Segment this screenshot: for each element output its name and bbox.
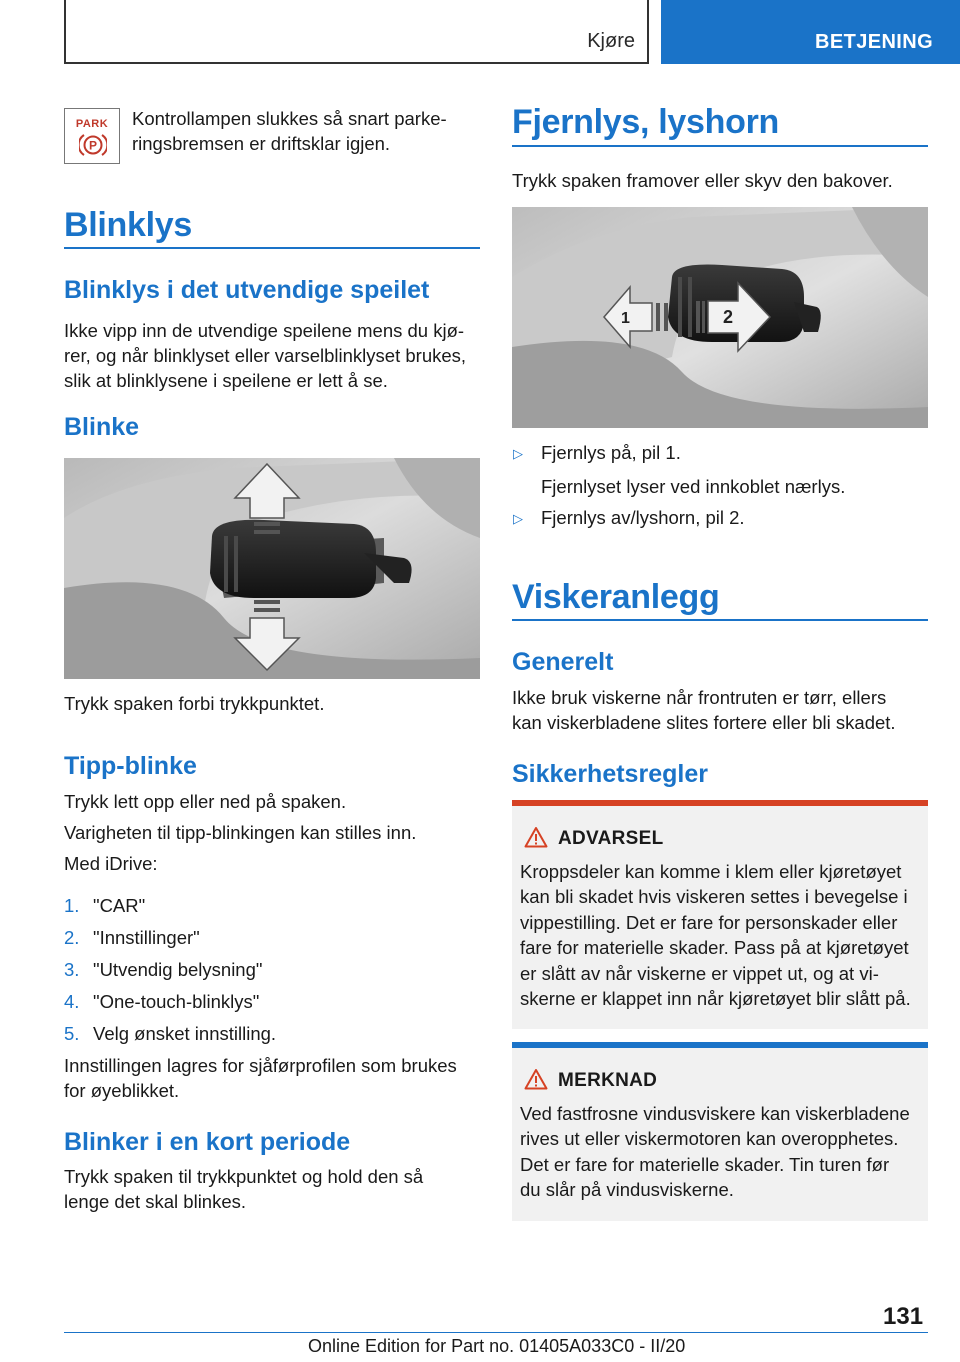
blinke-caption: Trykk spaken forbi trykkpunktet. (64, 693, 325, 714)
step-text: "CAR" (93, 895, 146, 916)
note-line: Det er fare for materielle skader. Tin turen før (520, 1153, 890, 1175)
header-section-label: Kjøre (587, 30, 635, 52)
bullet-triangle-icon: ▷ (513, 446, 523, 461)
park-icon-symbol: P (88, 138, 98, 153)
step-number: 1. (64, 895, 80, 916)
park-note-line: Kontrollampen slukkes så snart parke- (132, 108, 447, 129)
heading-mirror-indicators: Blinklys i det utvendige speilet (64, 276, 430, 304)
warning-triangle-icon (524, 826, 548, 848)
warning-bar (512, 800, 928, 806)
turn-signal-stalk-photo (64, 458, 480, 679)
mirror-line: slik at blinklysene i speilene er lett å se. (64, 370, 388, 391)
warning-line: vippestilling. Det er fare for personskader eller (520, 911, 898, 933)
step-text: "Innstillinger" (93, 927, 200, 948)
short-blink-line: Trykk spaken til trykkpunktet og hold den så (64, 1166, 424, 1187)
heading-blinklys: Blinklys (64, 206, 192, 244)
park-circle-icon (79, 132, 107, 158)
short-blink-paragraph (64, 1164, 484, 1214)
note-line: du slår på vindusviskerne. (520, 1179, 734, 1201)
step-number: 4. (64, 991, 80, 1012)
note-line: Ved fastfrosne vindusviskere kan viskerbladene (520, 1103, 910, 1124)
park-icon-label: PARK (75, 118, 109, 130)
warning-line: kan bli skadet hvis viskeren settes i bevegelse i (520, 886, 908, 908)
footer-edition: Online Edition for Part no. 01405A033C0 - II/20 (308, 1336, 686, 1356)
heading-rule (512, 145, 928, 147)
step-number: 5. (64, 1023, 80, 1044)
bullet-high-beam-on-sub: Fjernlyset lyser ved innkoblet nærlys. (541, 476, 846, 497)
general-line: Ikke bruk viskerne når frontruten er tørr, ellers (512, 687, 887, 708)
tipp-text-2: Varigheten til tipp-blinkingen kan stilles inn. (64, 822, 417, 843)
header-chapter-tab (661, 0, 960, 64)
note-bar (512, 1042, 928, 1048)
heading-high-beam: Fjernlys, lyshorn (512, 103, 779, 141)
save-line: Innstillingen lagres for sjåførprofilen som brukes (64, 1055, 457, 1076)
note-line: rives ut eller viskermotoren kan overopphetes. (520, 1128, 899, 1150)
high-beam-intro: Trykk spaken framover eller skyv den bakover. (512, 170, 893, 191)
park-note-line: ringsbremsen er driftsklar igjen. (132, 133, 391, 154)
note-text (520, 1101, 922, 1203)
mirror-line: Ikke vipp inn de utvendige speilene mens du kjø- (64, 320, 465, 341)
step-text: "Utvendig belysning" (93, 959, 263, 980)
warning-box (512, 800, 928, 1029)
header-chapter-label: BETJENING (815, 31, 934, 53)
step-number: 2. (64, 927, 80, 948)
high-beam-illustration (512, 207, 928, 428)
heading-rule (512, 619, 928, 621)
note-triangle-icon (524, 1068, 548, 1090)
tipp-text-3: Med iDrive: (64, 853, 158, 874)
bullet-triangle-icon: ▷ (513, 511, 523, 526)
note-box (512, 1042, 928, 1221)
footer-rule (64, 1332, 928, 1333)
warning-line: fare for materielle skader. Pass på at kjøretøyet (520, 937, 909, 959)
warning-line: er slått av når viskerne er vippet ut, og at vi- (520, 962, 879, 984)
save-line: for øyeblikket. (64, 1080, 180, 1101)
step-number: 3. (64, 959, 80, 980)
park-note (132, 106, 482, 156)
heading-safety: Sikkerhetsregler (512, 760, 708, 788)
step-text: Velg ønsket innstilling. (93, 1023, 277, 1044)
heading-blinke: Blinke (64, 413, 140, 441)
turn-signal-illustration (64, 458, 480, 679)
general-line: kan viskerbladene slites fortere eller bli skadet. (512, 712, 896, 733)
general-paragraph (512, 685, 932, 735)
mirror-paragraph (64, 318, 484, 393)
save-paragraph (64, 1053, 484, 1103)
heading-tipp-blinke: Tipp-blinke (64, 752, 197, 780)
mirror-line: rer, og når blinklyset eller varselblinklyset brukes, (64, 345, 467, 366)
step-text: "One-touch-blinklys" (93, 991, 260, 1012)
arrow-1-label: 1 (621, 310, 630, 327)
header-section-tab (64, 0, 649, 64)
page-number: 131 (883, 1303, 924, 1330)
warning-text (520, 859, 922, 1011)
warning-line: skerne er klappet inn når kjøretøyet blir slått på. (520, 988, 911, 1010)
heading-rule (64, 247, 480, 249)
high-beam-stalk-photo (512, 207, 928, 428)
tipp-text-1: Trykk lett opp eller ned på spaken. (64, 791, 347, 812)
warning-line: Kroppsdeler kan komme i klem eller kjøretøyet (520, 861, 902, 882)
park-brake-icon (64, 108, 120, 164)
heading-general: Generelt (512, 648, 614, 676)
heading-wipers: Viskeranlegg (512, 578, 720, 616)
bullet-high-beam-on: Fjernlys på, pil 1. (541, 442, 681, 463)
arrow-2-label: 2 (723, 307, 734, 327)
short-blink-line: lenge det skal blinkes. (64, 1191, 247, 1212)
bullet-high-beam-off: Fjernlys av/lyshorn, pil 2. (541, 507, 745, 528)
note-title: MERKNAD (558, 1070, 658, 1091)
warning-title: ADVARSEL (558, 828, 664, 849)
heading-short-blink: Blinker i en kort periode (64, 1128, 351, 1156)
